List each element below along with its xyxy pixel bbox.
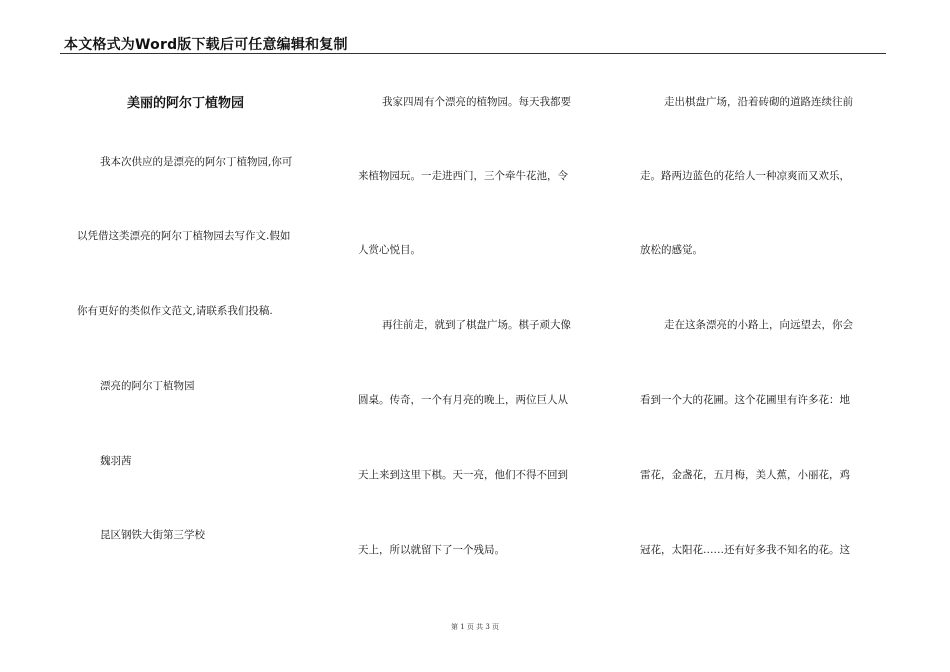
col2-line-5: 圆桌。传奇，一个有月亮的晚上，两位巨人从: [358, 394, 568, 406]
col3-line-1: 走出棋盘广场，沿着砖砌的道路连续往前: [664, 96, 853, 108]
col1-author: 魏羽茜: [100, 455, 132, 467]
header-title: 本文格式为Word版下载后可任意编辑和复制: [64, 37, 348, 53]
col3-line-3: 放松的感觉。: [640, 244, 703, 256]
col2-line-1: 我家四周有个漂亮的植物园。每天我都要: [382, 96, 571, 108]
col1-line-3: 你有更好的类似作文范文,请联系我们投稿.: [77, 305, 273, 317]
col1-subtitle: 漂亮的阿尔丁植物园: [100, 380, 195, 392]
header-divider: [60, 53, 886, 54]
col2-line-6: 天上来到这里下棋。天一亮，他们不得不回到: [358, 469, 568, 481]
col3-line-5: 看到一个大的花圃。这个花圃里有许多花：地: [640, 394, 850, 406]
col1-line-2: 以凭借这类漂亮的阿尔丁植物园去写作文.假如: [77, 230, 291, 242]
col2-line-2: 来植物园玩。一走进西门，三个牵牛花池，令: [358, 170, 568, 182]
col2-line-7: 天上，所以就留下了一个残局。: [358, 544, 505, 556]
col1-school: 昆区钢铁大街第三学校: [100, 529, 205, 541]
article-title: 美丽的阿尔丁植物园: [127, 96, 245, 111]
col3-line-4: 走在这条漂亮的小路上，向远望去，你会: [664, 319, 853, 331]
col2-line-3: 人赏心悦目。: [358, 244, 421, 256]
col3-line-2: 走。路两边蓝色的花给人一种凉爽而又欢乐，: [640, 170, 850, 182]
col3-line-6: 雷花，金盏花，五月梅，美人蕉，小丽花，鸡: [640, 469, 850, 481]
page-number: 第 1 页 共 3 页: [450, 623, 500, 631]
col2-line-4: 再往前走，就到了棋盘广场。棋子顽大像: [382, 319, 571, 331]
col3-line-7: 冠花，太阳花……还有好多我不知名的花。这: [640, 544, 850, 556]
col1-line-1: 我本次供应的是漂亮的阿尔丁植物园,你可: [100, 156, 293, 168]
